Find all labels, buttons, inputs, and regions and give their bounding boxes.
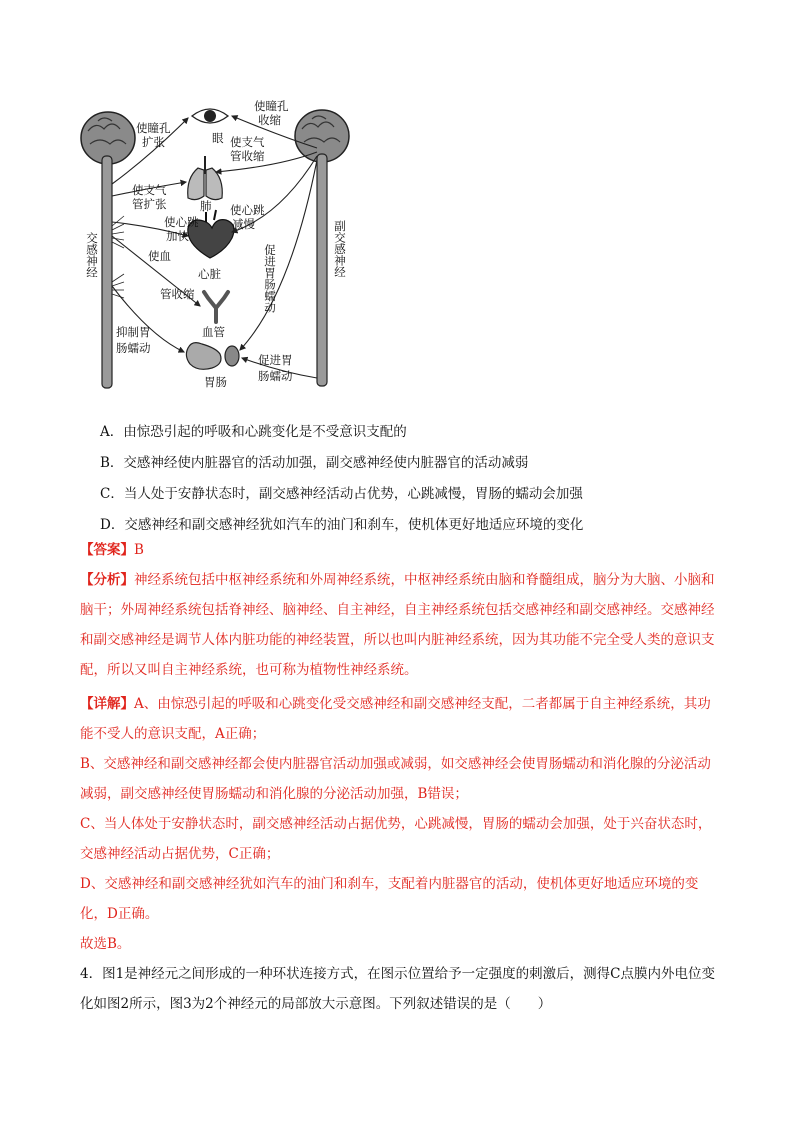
question-4: 4．图1是神经元之间形成的一种环状连接方式，在图示位置给予一定强度的刺激后，测得C点膜内外电位变化如图2所示，图3为2个神经元的局部放大示意图。下列叙述错误的是（ ） <box>80 966 716 1012</box>
label-constrict-vessel-2: 管收缩 <box>160 287 195 301</box>
option-d: D．交感神经和副交感神经犹如汽车的油门和刹车，使机体更好地适应环境的变化 <box>100 517 584 533</box>
option-c: C．当人处于安静状态时，副交感神经活动占优势，心跳减慢，胃肠的蠕动会加强 <box>100 486 583 502</box>
label-speed-heart-2: 加快 <box>166 229 189 243</box>
eye-icon <box>192 109 228 123</box>
detail-conclusion: 故选B。 <box>80 936 131 952</box>
detail-b: B、交感神经和副交感神经都会使内脏器官活动加强或减弱，如交感神经会使胃肠蠕动和消化腺的分泌活动减弱，副交感神经使胃肠蠕动和消化腺的分泌活动加强，B错误； <box>80 756 711 802</box>
label-vessel: 血管 <box>202 325 225 339</box>
label-constrict-bronchi-2: 管收缩 <box>230 149 265 163</box>
label-parasympathetic: 副交感神经 <box>333 220 347 278</box>
label-heart: 心脏 <box>198 267 221 281</box>
detail-d: D、交感神经和副交感神经犹如汽车的油门和刹车，支配着内脏器官的活动，使机体更好地适应环境的变化，D正确。 <box>80 876 699 922</box>
answer-value: B <box>134 542 144 558</box>
label-promote-gut-1: 促进胃 <box>258 353 293 367</box>
nervous-system-figure <box>80 96 350 394</box>
autonomic-diagram <box>80 96 350 394</box>
label-slow-heart-1: 使心跳 <box>230 203 265 217</box>
gut-icon <box>186 343 239 370</box>
label-promote-gut-2: 肠蠕动 <box>258 369 293 383</box>
label-dilate-pupil-2: 扩张 <box>142 135 165 149</box>
label-speed-heart-1: 使心跳 <box>164 215 199 229</box>
detail-tag: 【详解】 <box>80 696 134 712</box>
label-constrict-bronchi-1: 使支气 <box>230 135 265 149</box>
label-eye: 眼 <box>212 131 224 145</box>
label-lung: 肺 <box>200 199 212 213</box>
analysis-tag: 【分析】 <box>80 572 134 588</box>
answer-tag: 【答案】 <box>80 542 134 558</box>
label-inhibit-gut-2: 肠蠕动 <box>116 341 151 355</box>
label-slow-heart-2: 减慢 <box>232 217 255 231</box>
label-dilate-pupil-1: 使瞳孔 <box>136 121 171 135</box>
lung-icon <box>188 156 223 200</box>
detail-a <box>80 689 720 749</box>
label-dilate-bronchi-1: 使支气 <box>132 183 167 197</box>
label-gut: 胃肠 <box>204 375 227 389</box>
label-inhibit-gut-1: 抑制胃 <box>116 325 151 339</box>
option-b: B．交感神经使内脏器官的活动加强，副交感神经使内脏器官的活动减弱 <box>100 455 529 471</box>
option-a: A．由惊恐引起的呼吸和心跳变化是不受意识支配的 <box>100 424 407 440</box>
label-constrict-vessel-1: 使血 <box>148 249 171 263</box>
label-constrict-pupil-1: 使瞳孔 <box>254 99 289 113</box>
detail-c: C、当人体处于安静状态时，副交感神经活动占据优势，心跳减慢，胃肠的蠕动会加强，处于兴奋状态时，交感神经活动占据优势，C正确； <box>80 816 712 862</box>
label-sympathetic: 交感神经 <box>85 232 99 278</box>
label-constrict-pupil-2: 收缩 <box>258 113 281 127</box>
label-promote-gut-vertical: 促进胃肠蠕动 <box>263 244 277 313</box>
detail-a-text: A、由惊恐引起的呼吸和心跳变化受交感神经和副交感神经支配，二者都属于自主神经系统，其功能不受人的意识支配，A正确； <box>80 696 711 742</box>
analysis-block <box>80 565 720 685</box>
answer-line <box>80 535 720 565</box>
analysis-text: 神经系统包括中枢神经系统和外周神经系统，中枢神经系统由脑和脊髓组成，脑分为大脑、小脑和脑干；外周神经系统包括脊神经、脑神经、自主神经，自主神经系统包括交感神经和副交感神经。交感神经和副交感神经是调节人体内脏功能的神经装置，所以也叫内脏神经系统，因为其功能不完全受人类的意识支配，所以又叫自主神经系统，也可称为植物性神经系统。 <box>80 572 715 678</box>
blood-vessel-icon <box>204 292 228 322</box>
label-dilate-bronchi-2: 管扩张 <box>132 197 167 211</box>
